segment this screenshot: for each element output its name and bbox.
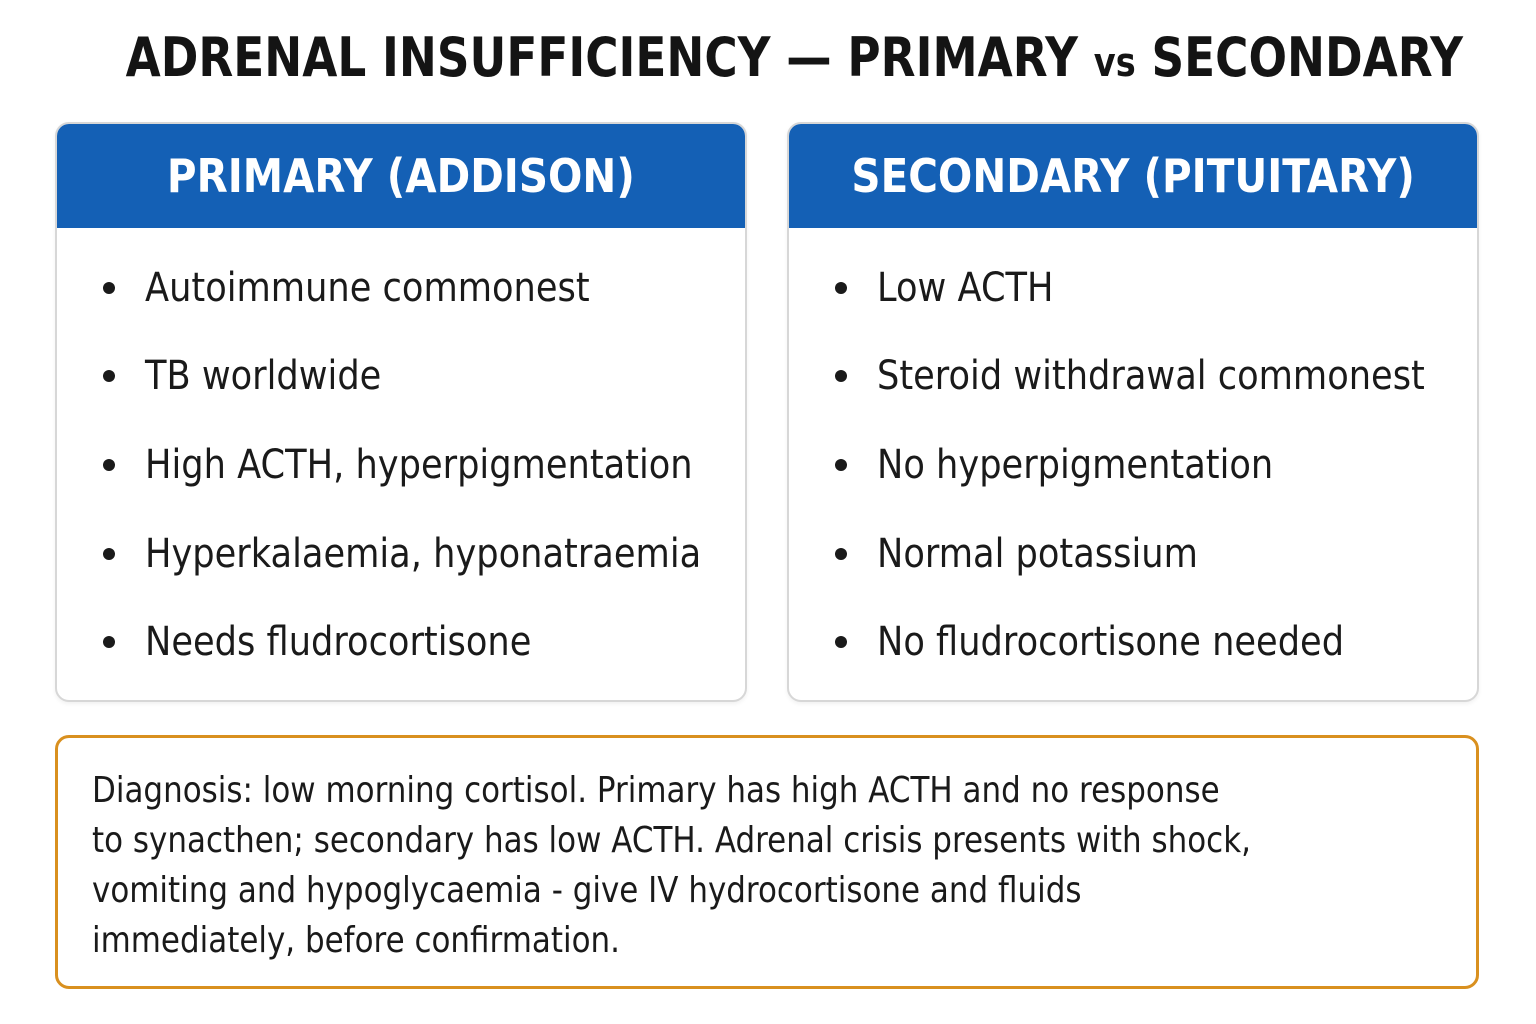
bullet-icon: [835, 370, 847, 382]
bullet-icon: [835, 459, 847, 471]
note-line: immediately, before confirmation.: [92, 920, 621, 961]
secondary-item-text: Normal potassium: [877, 531, 1198, 577]
secondary-item-text: Low ACTH: [877, 265, 1054, 311]
secondary-list-item: [789, 435, 1327, 495]
primary-list-item: [57, 258, 650, 318]
secondary-list-item: [789, 258, 1078, 318]
bullet-icon: [103, 636, 115, 648]
primary-list-item: [57, 612, 584, 672]
title-part-2: SECONDARY: [1135, 26, 1464, 89]
secondary-item-text: No fludrocortisone needed: [877, 619, 1345, 665]
primary-list-item: [57, 346, 414, 406]
title-vs: vs: [1093, 40, 1136, 86]
bullet-icon: [103, 548, 115, 560]
diagnosis-note-text: [92, 766, 1468, 966]
primary-card: [55, 122, 747, 702]
diagnosis-note: [55, 735, 1479, 989]
bullet-icon: [103, 459, 115, 471]
primary-list-item: [57, 435, 747, 495]
note-line: Diagnosis: low morning cortisol. Primary has high ACTH and no response: [92, 770, 1220, 811]
bullet-icon: [835, 282, 847, 294]
note-line: vomiting and hypoglycaemia - give IV hydrocortisone and fluids: [92, 870, 1082, 911]
secondary-item-text: No hyperpigmentation: [877, 442, 1274, 488]
secondary-list-item: [789, 524, 1242, 584]
secondary-card-header: [789, 124, 1477, 228]
primary-heading: PRIMARY (ADDISON): [167, 149, 635, 203]
secondary-list-item: [789, 346, 1479, 406]
secondary-card: [787, 122, 1479, 702]
bullet-icon: [835, 548, 847, 560]
primary-card-header: [57, 124, 745, 228]
primary-item-text: TB worldwide: [145, 353, 382, 399]
bullet-icon: [103, 282, 115, 294]
note-line: to synacthen; secondary has low ACTH. Adrenal crisis presents with shock,: [92, 820, 1251, 861]
page-title: [125, 26, 1464, 89]
primary-list-item: [57, 524, 747, 584]
secondary-heading: SECONDARY (PITUITARY): [851, 149, 1415, 203]
primary-item-text: Hyperkalaemia, hyponatraemia: [145, 531, 702, 577]
bullet-icon: [103, 370, 115, 382]
primary-item-text: Needs fludrocortisone: [145, 619, 532, 665]
primary-item-text: Autoimmune commonest: [145, 265, 590, 311]
secondary-list-item: [789, 612, 1408, 672]
title-part-1: ADRENAL INSUFFICIENCY — PRIMARY: [125, 26, 1094, 89]
primary-item-text: High ACTH, hyperpigmentation: [145, 442, 693, 488]
bullet-icon: [835, 636, 847, 648]
secondary-item-text: Steroid withdrawal commonest: [877, 353, 1425, 399]
